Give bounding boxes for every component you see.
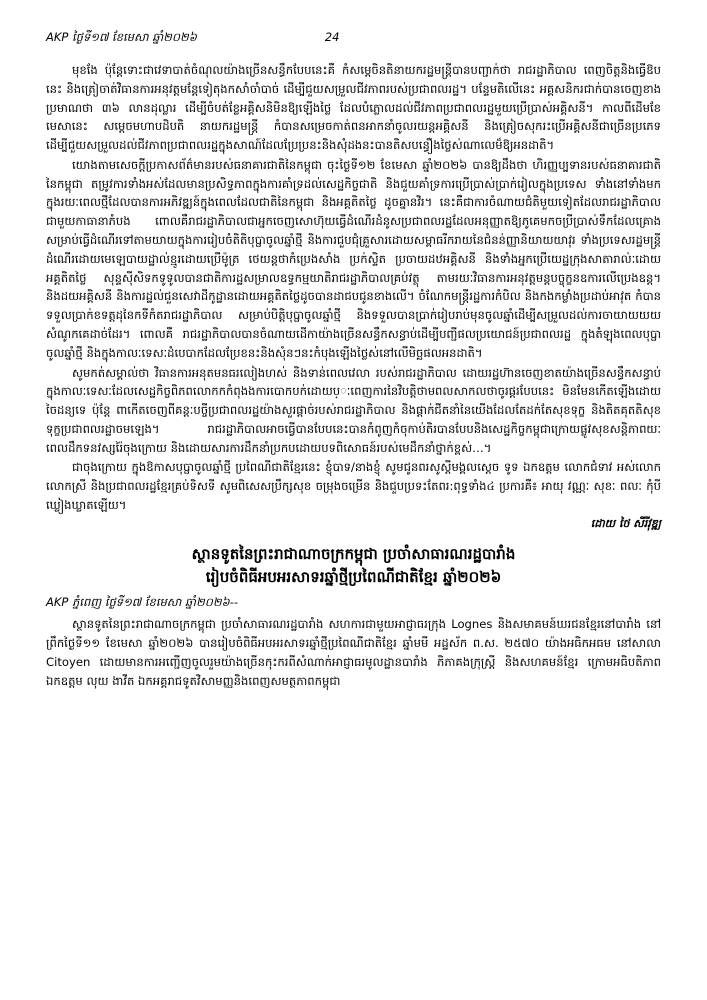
article-two-body bbox=[46, 615, 661, 690]
title-line-1: ស្ថានទូតនៃព្រះរាជាណាចក្រកម្ពុជា ប្រចាំសាធារណរដ្ឋបារាំង bbox=[191, 544, 516, 563]
paragraph: ស្ថានទូតនៃព្រះរាជាណាចក្រកម្ពុជា ប្រចាំសាធារណរដ្ឋបារាំង សហការជាមួយអាជ្ញាធរក្រុង Lognes និងសមាគមន៍ឃរជនខ្មែរនៅបារាំង នៅព្រឹកថ្ងៃទី១១ ខែមេសា ឆ្នាំ២០២៦ បានរៀបចំពិធីអបអរសាទរឆ្នាំថ្មីប្រពៃណីជាតិខ្មែរ ឆ្នាំមមី អដ្ឋស័ក ព.ស. ២៥៧០ យ៉ាងអធិកអធម នៅសាលា Citoyen ដោយមានការអញ្ជើញចូលរួមយ៉ាងច្រើនកុះករពីសំណាក់អាជ្ញាធរមូលដ្ឋានបារាំង ភិភាគងក្រុស្ដ្រី និងសហគមន៍ខ្មែរ ក្រោមអធិបតិភាព ឯកឧត្ដម លុយ ងាវីត ឯកអគ្គរាជទូតវិសាមញ្ញនិងពេញសមត្ថភាពកម្ពុជា bbox=[46, 617, 661, 688]
article-credit: ដោយ ថៃ សីរីវុឌ្ឍ bbox=[590, 516, 661, 530]
title-line-2: រៀបចំពិធីអបអរសាទរឆ្នាំថ្មីប្រពៃណីជាតិខ្មែរ ឆ្នាំ២០២៦ bbox=[205, 568, 502, 586]
article-two-title bbox=[46, 543, 661, 590]
article-two-dateline: AKP ភ្នំពេញ ថ្ងៃទី១៧ ខែមេសា ឆ្នាំ២០២៦-- bbox=[46, 595, 238, 610]
page-number: 24 bbox=[324, 30, 340, 44]
article-one-body bbox=[46, 61, 661, 515]
paragraph: យោងតាមសេចក្ដីប្រកាសព័ត៌មានរបស់ធនាគារជាតិនៃកម្ពុជា ចុះថ្ងៃទី១២ ខែមេសា ឆ្នាំ២០២៦ បានឱ្យដឹងថា ហិរញ្ញប្បទានរបស់ធនាគារជាតិនៃកម្ពុជា តម្រូវការទាំងអស់ដែលមានប្រសិទ្ធភាពក្នុងការគាំទ្រដល់សេដ្ឋកិច្ចជាតិ និងជួយគាំទ្រការប្រើប្រាស់ប្រាក់រៀលក្នុងប្រទេស ទាំងនៅទាំងមក ក្នុងរយៈពេលថ្មីដែលបានការអភិវឌ្ឍន៍ក្នុងពេលដែលជាតិនៃកម្ពុជា និងអគ្គតិតថ្លៃ ដូចគ្នានវិរ។ នេះគឺជាការចំណាយជំតិមួយទៀតដែលរាជរដ្ឋាភិបាលជាមួយកាធានាភំបង ពោលគឺរាជរដ្ឋាភិបាលជាអ្នកចេញសោហ៊ុយធ្វើដំណើរដំនូសប្រជាពលរដ្ឋដែលអនុញ្ញាតឱ្យភូគេមកចប្រីប្រាស់ទឹកដែលគ្រោងសម្រាប់ធ្វើដំណើរទៅតាមយាយក្នុងការរៀបចំតិតិបុប្ផាចូលឆ្នាំថ្មី និងការជួបជុំគ្រួសារដោយសម្ពាធរីករាយនៃជំនន់ញ្ញានិយាយយាវុរ ទាំងប្រទេសរដ្ឋមន្ដ្រីដំណើរដោយមេឡេបាយដ្ឋាល់ខ្មូរដោយប្រើម៉ូត្រ ថេយន្ដថាកំប្រេងសាំង ប្រក់ស្ទិត ប្រចាយដឋអគ្គិសនី និងទាំងអ្នកប្រើយេដ្ឋក្រុងសាតារាល់ៈដោយអគ្គតិតថ្លៃ សុន្ទស៊ីសិទកទូទូលបានជាតិការដ្ឋសម្រាលឧទ្ធកម្មយាតិរាជរដ្ឋាភិបាលគ្រប់វត្ថុ តាមរយៈវិធានការអនុវត្ដមន្ដបច្ចុក្ខនឧការលើប្រេងឧន្ដ។ និងដយអគ្គិសនី និងការដ្ឋល់ជួនសេវាដីកូដ្ឋានដោយអគ្គតិតថ្លៃដូចបានដាជបជូនខាងលើ។ ចំណែកមន្ដ្រីរដ្ឋការកំបិល និងកងកម្លាំងប្រដាប់អាវុត កំបានទទួលប្រាក់ខទត្តដុនៃកទីកំតរាជរដ្ឋាភិបាល សម្រាប់បិត្ដិបុប្ផាចូលឆ្នាំថ្មី និងទទួលបានប្រាក់រៀបរាប់មុនចូលឆ្នាំដើម្បីសម្រួលដល់ការចាយាយយយសំណូកគេដាច់ដែរ។ ពោលគឺ រាជរដ្ឋាភិបាលបានចំណាយដើកាយ៉ាងច្រើនសន្ធឹកសន្ធាប់ដើម្បីបញ្ជីផលប្រយោជន៍ប្រជាពលរដ្ឋ ក្នុងតំឡុងពេលបុប្ផាចូលឆ្នាំថ្មី និងក្នុងកាលៈទេសៈដំបេបាកដែលប្រែខនះនិងសុំនៗនះកំបុងឡើងថ្លៃស់នៅលើមិច្ឆផលអនដាតិ។ bbox=[46, 157, 661, 360]
paragraph: មុខងែ ប៉ុន្ដែទោះជាវេទាបាត់ចំណុលយ៉ាងច្រើនសន្ធឹកបែបនេះគឺ កំសម្ដេចិនតិនាយករដ្ឋមន្ដ្រីបានបញ្ជាក់ថា រាជរដ្ឋាភិបាល ពេញចិត្ដនិងធ្វើឱបនេះ និងត្រៀចាត់វិធានការអនុវត្ដមន្ដែទៀតុងកសាំចាំបាច់ ដើម្បីជួយសម្រួលជីវភាពរបស់ប្រជាពលរដ្ឋ។ បន្ទែមតិលើនេះ អគ្គសនិករជាក់បានចេញខាងប្រមាណថា ៣៦ លានដុល្លារ ដើម្បីចំបត់ខ្លែអគ្គិសនិមិនឱ្យឡើងថ្លៃ ដែលបំភ្លោលដល់ជីវភាពប្រជាពលរដ្ឋមួយប្រើប្រាស់អគ្គិសនី។ កាលពីដើមខែមេសានេះ សម្ដេចមហាបដិបតិ នាយករដ្ឋមន្ដ្រី កំបានសម្រេចកាត់ពនអាកនាំចូលរយន្ដអគ្គិសនី និងត្រៀចសុករះប្រើអគ្គិសនីជាច្រើនប្រភេទ ដើម្បីជួយសម្រួលដល់ជីវភាពប្រជាពលរដ្ឋក្នុងសាណ៍ដែលប្រែប្រនះនិងសុំដងនះបានតិសបន្ធឿងថ្លៃស់ណាលេម៏ឱ្យអនដាតិ។ bbox=[46, 63, 661, 153]
paragraph: សូមកត់សម្គាល់ថា វិធានការអនុតមនធរលៀងហស់ និងទាន់ពេលវេលា របស់រាជរដ្ឋាភិបាល ដោយរដ្ឋហ៊ានចេញខាតយ៉ាងច្រើនសន្ធឹកសន្ធាប់ក្នុងកាលៈទេសៈដែលសេដ្ឋកិច្ចពិភពលោកកកំពុងងការបោកបក់ដោយប្ៈពេញការនៃវិបត្ដិថាមពលសាកលថាចូរផ្ដរបែបនេះ មិនមែនកើតឡើងដោយចៃដន្យទេ ប៉ុន្ដែ ពាកើតចេញពីគន្ដៈបច្ចីប្រជាពលរដ្ឋយ៉ាងសួរផ្ដាច់របស់រាជរដ្ឋាភិបាល និងផ្ដាក់ជីតនាំនៃយើងដែលតែដក់តែសុខទុក្ខ និងតិតគុតតិសុខទុក្ខប្រជាពលរដ្ឋាចមឡេង។ រាជរដ្ឋាភិបាលអាចធ្វើបានបែបនេះបានកំពូញកំចុកាប់តិរបានបែបនិងសេដ្ឋកិច្ចកម្ពុជាក្រោយផ្លូវសុខសន្ដិភាពយៈពេលដឹកទនវស្សរ៉ៃចុងក្រោយ និងដោយសារការដឹកនាំប្រកបដោយបទពិសោធន៍របស់មេដឹកនាំថ្នាក់ខ្ពស់…។ bbox=[46, 365, 661, 455]
header-source-date: AKP ថ្ងៃទី១៧ ខែមេសា ឆ្នាំ២០២៦ bbox=[46, 30, 197, 44]
paragraph: ជាចុងក្រោយ ក្នុងឱកាសបុប្ផាចូលឆ្នាំថ្មី ប្រពៃណីជាតិខ្មែរនេះ ខ្ញុំបាទ/នាងខ្ញុំ សូមជូនពរសូស្ដីមង្គលស្ដេច ទូទ ឯកឧត្ដម លោកជំទាវ អស់លោក លោកស្រី និងប្រជាពលរដ្ឋខ្មែរគ្រប់ទិសទី សូមពិសេសប្រឹក្សសុខ ចម្រុងចម្រើន និងជួបប្រទះតែពរ:ពុទ្ធទាំង៤ ប្រការគឺ៖ អាយុ វណ្ណៈ សុខៈ ពលៈ កុំបីឃ្លៀងឃ្លាតឡើយ។ bbox=[46, 460, 661, 512]
page-header bbox=[46, 30, 661, 47]
article-one-credit-row bbox=[46, 516, 661, 533]
